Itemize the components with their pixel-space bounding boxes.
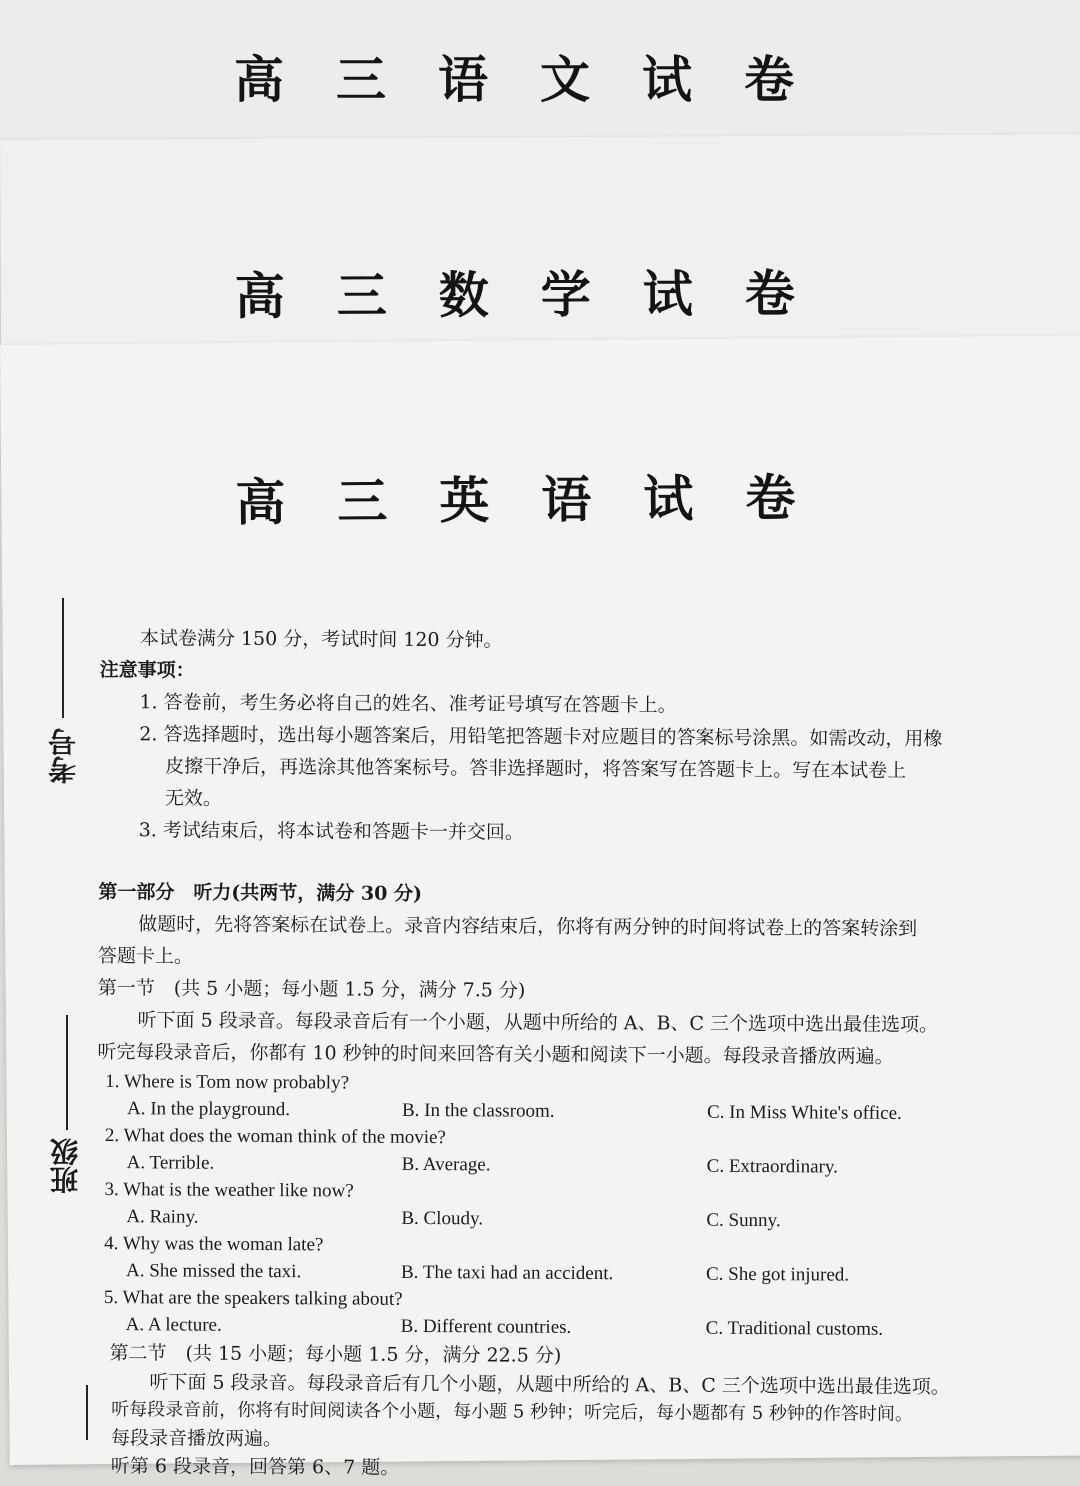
option-a: A. She missed the taxi.	[125, 1260, 302, 1283]
exam-body	[95, 622, 1050, 1486]
option-b: B. The taxi had an accident.	[400, 1261, 614, 1285]
chinese-exam-title: 高三语文试卷	[234, 50, 846, 109]
exam-no-label: 考号	[47, 728, 80, 784]
option-c: C. Traditional customs.	[705, 1317, 884, 1340]
option-c: C. Extraordinary.	[706, 1155, 838, 1178]
section2-instruction: 听每段录音前，你将有时间阅读各个小题，每小题 5 秒钟；听完后，每小题都有 5 秒钟的作答时间。	[111, 1399, 914, 1425]
notes-heading: 注意事项：	[99, 658, 195, 682]
math-exam-sheet	[0, 134, 1080, 360]
note-item: 无效。	[164, 787, 223, 810]
question-text: 3. What is the weather like now?	[104, 1179, 354, 1202]
section2-instruction: 每段录音播放两遍。	[110, 1427, 283, 1451]
chinese-exam-sheet	[0, 0, 1080, 150]
option-b: B. Average.	[401, 1153, 491, 1176]
question-item	[96, 1176, 1046, 1236]
question-item	[96, 1284, 1046, 1344]
section1-instruction: 听完每段录音后，你都有 10 秒钟的时间来回答有关小题和阅读下一小题。每段录音播放两遍。	[97, 1040, 894, 1068]
option-a: A. A lecture.	[125, 1314, 222, 1336]
question-text: 5. What are the speakers talking about?	[103, 1287, 403, 1310]
class-label: 班级	[49, 1138, 82, 1194]
part1-instruction: 答题卡上。	[97, 944, 194, 968]
english-exam-title: 高三英语试卷	[235, 467, 848, 532]
question-item	[96, 1230, 1046, 1290]
question-text: 4. Why was the woman late?	[104, 1233, 324, 1256]
question-text: 2. What does the woman think of the movie?	[104, 1125, 446, 1149]
question-text: 1. Where is Tom now probably?	[105, 1071, 350, 1094]
section1-instruction: 听下面 5 段录音。每段录音后有一个小题，从题中所给的 A、B、C 三个选项中选出最佳选项。	[137, 1009, 939, 1037]
question-item	[97, 1068, 1047, 1128]
section2-instruction: 听第 6 段录音，回答第 6、7 题。	[110, 1455, 400, 1479]
note-item: 3. 考试结束后，将本试卷和答题卡一并交回。	[138, 819, 524, 844]
class-line	[66, 1015, 68, 1130]
option-a: A. In the playground.	[126, 1098, 291, 1121]
option-b: B. In the classroom.	[401, 1099, 555, 1122]
math-exam-title: 高三数学试卷	[234, 263, 847, 326]
part1-heading: 第一部分 听力(共两节，满分 30 分)	[98, 880, 423, 905]
section2-heading: 第二节 (共 15 小题；每小题 1.5 分，满分 22.5 分)	[109, 1342, 562, 1367]
note-item: 皮擦干净后，再选涂其他答案标号。答非选择题时，将答案写在答题卡上。写在本试卷上	[165, 755, 907, 782]
exam-intro: 本试卷满分 150 分，考试时间 120 分钟。	[139, 627, 503, 652]
question-item	[97, 1122, 1047, 1182]
option-b: B. Cloudy.	[401, 1207, 484, 1230]
option-c: C. She got injured.	[705, 1263, 850, 1286]
question-list	[96, 1068, 1048, 1344]
option-c: C. In Miss White's office.	[706, 1101, 902, 1124]
option-a: A. Rainy.	[126, 1206, 199, 1228]
section2-instruction: 听下面 5 段录音。每段录音后有几个小题，从题中所给的 A、B、C 三个选项中选出最佳选项。	[149, 1371, 950, 1399]
option-a: A. Terrible.	[126, 1152, 215, 1174]
note-item: 1. 答卷前，考生务必将自己的姓名、准考证号填写在答题卡上。	[139, 691, 677, 717]
note-item: 2. 答选择题时，选出每小题答案后，用铅笔把答题卡对应题目的答案标号涂黑。如需改动，用橡	[139, 723, 943, 751]
option-b: B. Different countries.	[400, 1315, 572, 1338]
part1-instruction: 做题时，先将答案标在试卷上。录音内容结束后，你将有两分钟的时间将试卷上的答案转涂到	[138, 913, 918, 940]
section1-heading: 第一节 (共 5 小题；每小题 1.5 分，满分 7.5 分)	[97, 976, 526, 1002]
margin-line-bottom	[86, 1385, 88, 1440]
option-c: C. Sunny.	[706, 1209, 781, 1232]
exam-no-line	[62, 598, 64, 718]
